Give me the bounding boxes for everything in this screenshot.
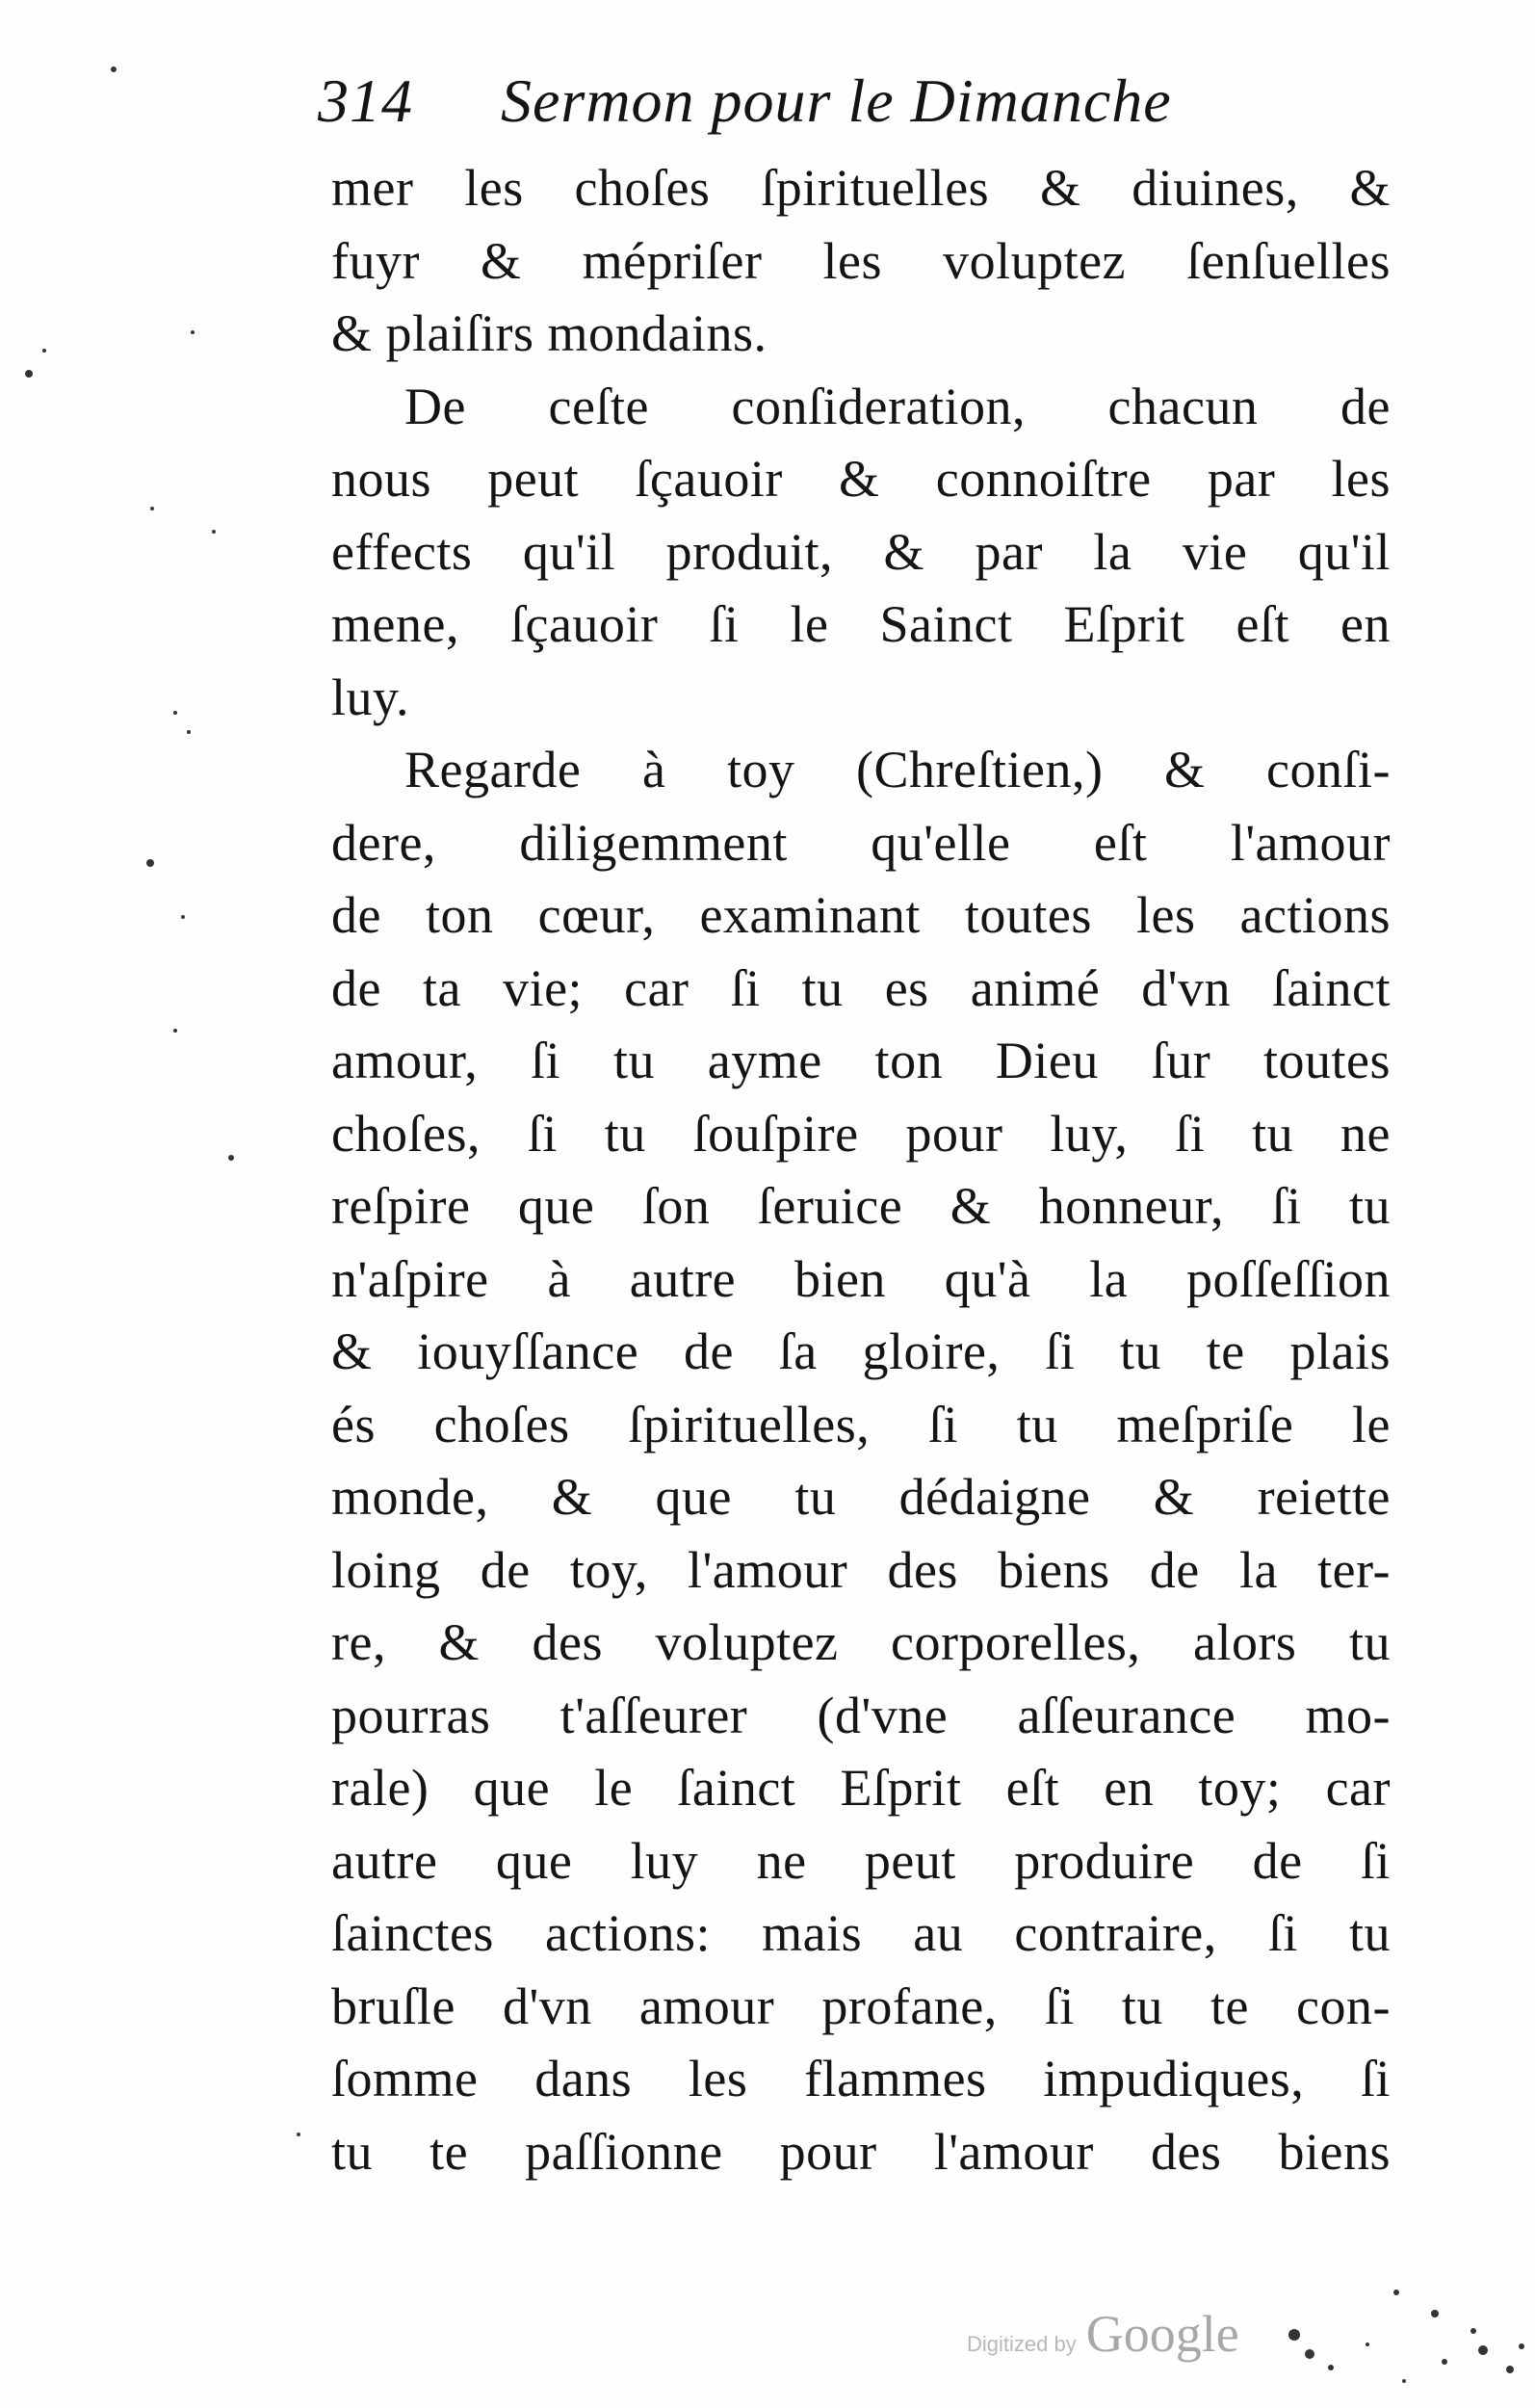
text-line: mene, ſçauoir ſi le Sainct Eſprit eſt en <box>331 595 1391 653</box>
text-line: re, & des voluptez corporelles, alors tu <box>331 1613 1391 1671</box>
text-line: ſainctes actions: mais au contraire, ſi tu <box>331 1904 1391 1962</box>
watermark-prefix: Digitized by <box>967 2332 1077 2356</box>
text-line: de ton cœur, examinant toutes les actions <box>331 886 1391 944</box>
watermark-brand: Google <box>1085 2305 1239 2363</box>
text-line: amour, ſi tu ayme ton Dieu ſur toutes <box>331 1032 1391 1089</box>
text-line: & plaiſirs mondains. <box>331 304 768 362</box>
text-line: n'aſpire à autre bien qu'à la poſſeſſion <box>331 1249 1391 1308</box>
text-line: ſomme dans les flammes impudiques, ſi <box>331 2050 1391 2107</box>
running-title: Sermon pour le Dimanche <box>501 66 1172 135</box>
text-line: rale) que le ſainct Eſprit eſt en toy; car <box>331 1759 1391 1817</box>
text-line: dere, diligemment qu'elle eſt l'amour <box>331 813 1391 872</box>
page-header <box>318 65 1406 152</box>
text-line: effects qu'il produit, & par la vie qu'il <box>331 522 1391 581</box>
text-line: loing de toy, l'amour des biens de la ter- <box>331 1540 1391 1599</box>
text-line: pourras t'aſſeurer (d'vne aſſeurance mo- <box>331 1686 1391 1744</box>
text-line: és choſes ſpirituelles, ſi tu meſpriſe le <box>331 1395 1391 1453</box>
text-line: tu te paſſionne pour l'amour des biens <box>331 2122 1391 2181</box>
text-line: reſpire que ſon ſeruice & honneur, ſi tu <box>331 1177 1391 1235</box>
body-text <box>331 152 1391 2188</box>
text-line: fuyr & mépriſer les voluptez ſenſuelles <box>331 231 1391 290</box>
text-line: bruſle d'vn amour profane, ſi tu te con- <box>331 1976 1391 2035</box>
text-line: nous peut ſçauoir & connoiſtre par les <box>331 450 1391 508</box>
text-line: & iouyſſance de ſa gloire, ſi tu te plais <box>331 1322 1391 1380</box>
text-line: De ceſte conſideration, chacun de <box>404 377 1391 435</box>
page-number: 314 <box>318 66 413 135</box>
text-line: luy. <box>331 667 409 726</box>
digitized-watermark <box>967 2304 1239 2362</box>
text-line: mer les choſes ſpirituelles & diuines, & <box>331 159 1391 217</box>
text-line: de ta vie; car ſi tu es animé d'vn ſainct <box>331 958 1391 1017</box>
text-line: choſes, ſi tu ſouſpire pour luy, ſi tu ne <box>331 1104 1391 1163</box>
text-line: Regarde à toy (Chreſtien,) & conſi- <box>404 741 1391 798</box>
text-line: autre que luy ne peut produire de ſi <box>331 1831 1391 1890</box>
text-line: monde, & que tu dédaigne & reiette <box>331 1468 1391 1526</box>
